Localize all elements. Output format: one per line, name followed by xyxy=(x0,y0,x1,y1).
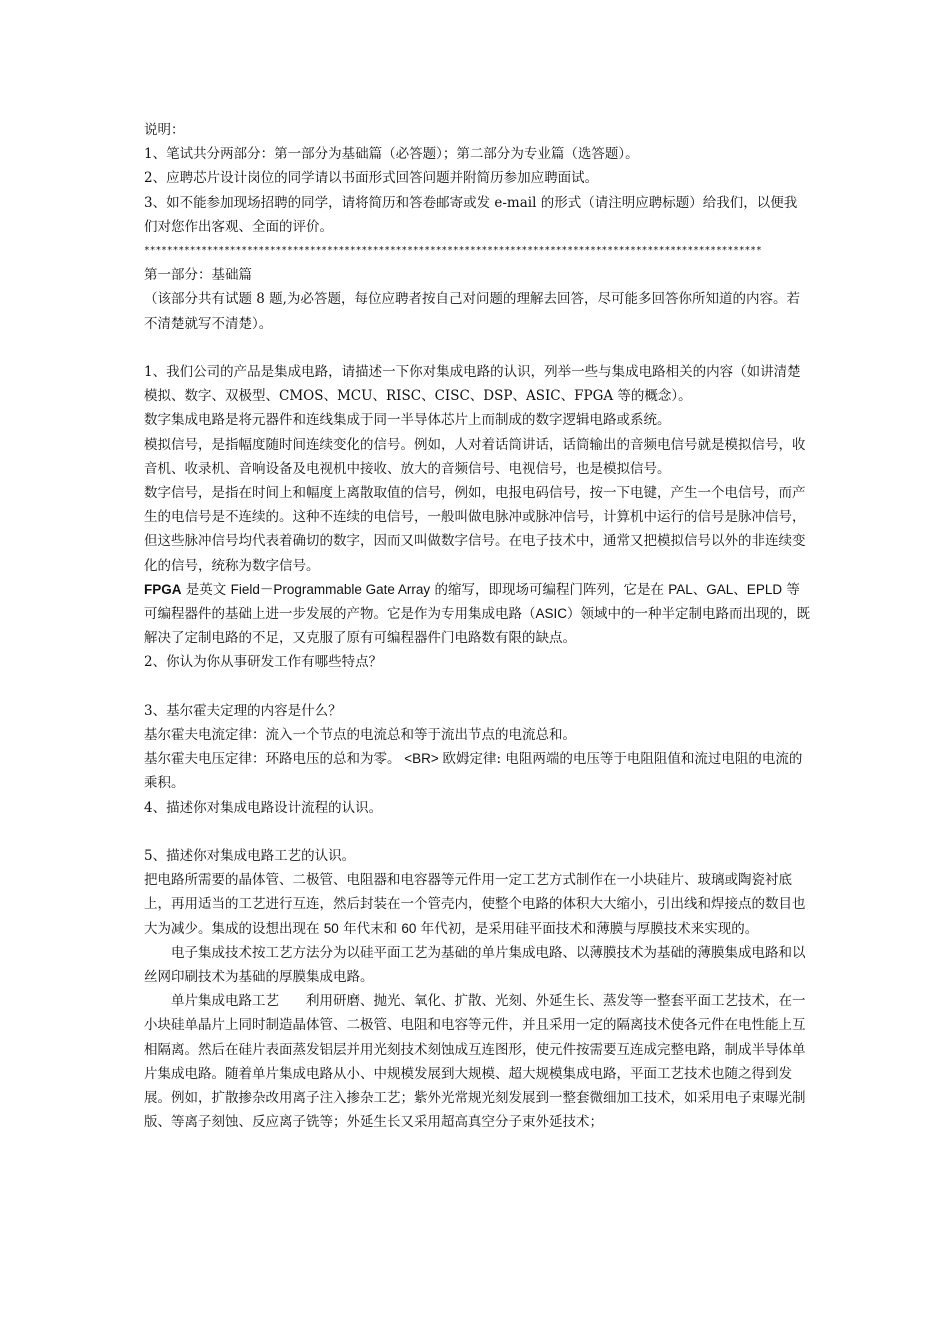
q1-answer-digital-ic: 数字集成电路是将元器件和连线集成于同一半导体芯片上而制成的数字逻辑电路或系统。 xyxy=(144,412,671,429)
part1-intro: （该部分共有试题 8 题,为必答题，每位应聘者按自己对问题的理解去回答，尽可能多回答你所知道的内容。若不清楚就写不清楚）。 xyxy=(144,291,800,332)
q3-question: 3、基尔霍夫定理的内容是什么？ xyxy=(144,702,342,719)
blank-line xyxy=(144,675,810,699)
blank-line xyxy=(144,336,810,360)
note-item-1: 1、笔试共分两部分：第一部分为基础篇（必答题）；第二部分为专业篇（选答题）。 xyxy=(144,146,639,163)
q1-answer-analog: 模拟信号，是指幅度随时间连续变化的信号。例如，人对着话筒讲话，话筒输出的音频电信号就是模拟信号，收音机、收录机、音响设备及电视机中接收、放大的音频信号、电视信号，也是模拟信号。 xyxy=(144,436,806,477)
note-item-3: 3、如不能参加现场招聘的同学，请将简历和答卷邮寄或发 e-mail 的形式（请注明应聘标题）给我们，以便我们对您作出客观、全面的评价。 xyxy=(144,194,798,235)
q1-question: 1、我们公司的产品是集成电路，请描述一下你对集成电路的认识，列举一些与集成电路相关的内容（如讲清楚模拟、数字、双极型、CMOS、MCU、RISC、CISC、DSP、ASIC、FPGA 等的概念）。 xyxy=(144,364,801,405)
q5-answer-intro: 把电路所需要的晶体管、二极管、电阻器和电容器等元件用一定工艺方式制作在一小块硅片、玻璃或陶瓷衬底上，再用适当的工艺进行互连，然后封装在一个管壳内，使整个电路的体积大大缩小，引出线和焊接点的数目也大为减少。集成的设想出现在 50 年代末和 60 年代初，是采用硅平面技术和薄膜与厚膜技术来实现的。 xyxy=(144,872,806,937)
q5-answer-monolithic: 单片集成电路工艺 利用研磨、抛光、氧化、扩散、光刻、外延生长、蒸发等一整套平面工艺技术，在一小块硅单晶片上同时制造晶体管、二极管、电阻和电容等元件，并且采用一定的隔离技术使各元件在电性能上互相隔离。然后在硅片表面蒸发铝层并用光刻技术刻蚀成互连图形，使元件按需要互连成完整电路，制成半导体单片集成电路。随着单片集成电路从小、中规模发展到大规模、超大规模集成电路，平面工艺技术也随之得到发展。例如，扩散掺杂改用离子注入掺杂工艺；紫外光常规光刻发展到一整套微细加工技术，如采用电子束曝光制版、等离子刻蚀、反应离子铣等；外延生长又采用超高真空分子束外延技术； xyxy=(144,993,806,1131)
q1-answer-digital-signal: 数字信号，是指在时间上和幅度上离散取值的信号，例如，电报电码信号，按一下电键，产生一个电信号，而产生的电信号是不连续的。这种不连续的电信号，一般叫做电脉冲或脉冲信号，计算机中运行的信号是脉冲信号，但这些脉冲信号均代表着确切的数字，因而又叫做数字信号。在电子技术中，通常又把模拟信号以外的非连续变化的信号，统称为数字信号。 xyxy=(144,485,806,574)
document-page xyxy=(144,118,810,1134)
fpga-term: FPGA xyxy=(144,581,182,597)
note-item-2: 2、应聘芯片设计岗位的同学请以书面形式回答问题并附简历参加应聘面试。 xyxy=(144,170,599,187)
q5-question: 5、描述你对集成电路工艺的认识。 xyxy=(144,848,356,865)
q2-question: 2、你认为你从事研发工作有哪些特点？ xyxy=(144,654,383,671)
separator-line: ************************************************************************************************************ xyxy=(144,245,762,257)
q5-answer-classification: 电子集成技术按工艺方法分为以硅平面工艺为基础的单片集成电路、以薄膜技术为基础的薄膜集成电路和以丝网印刷技术为基础的厚膜集成电路。 xyxy=(144,944,806,986)
q1-answer-fpga: FPGA 是英文 Field－Programmable Gate Array 的缩写，即现场可编程门阵列，它是在 PAL、GAL、EPLD 等可编程器件的基础上进一步发展的产物。它是作为专用集成电路（ASIC）领域中的一种半定制电路而出现的，既解决了定制电路的不足，又克服了原有可编程器件门电路数有限的缺点。 xyxy=(144,581,811,647)
q4-question: 4、描述你对集成电路设计流程的认识。 xyxy=(144,799,383,816)
part1-title: 第一部分：基础篇 xyxy=(144,267,252,284)
blank-line xyxy=(144,820,810,844)
notes-heading: 说明： xyxy=(144,122,185,138)
q3-answer-kvl: 基尔霍夫电压定律：环路电压的总和为零。 <BR> 欧姆定律: 电阻两端的电压等于电阻阻值和流过电阻的电流的乘积。 xyxy=(144,751,803,792)
q3-answer-kcl: 基尔霍夫电流定律：流入一个节点的电流总和等于流出节点的电流总和。 xyxy=(144,727,576,744)
